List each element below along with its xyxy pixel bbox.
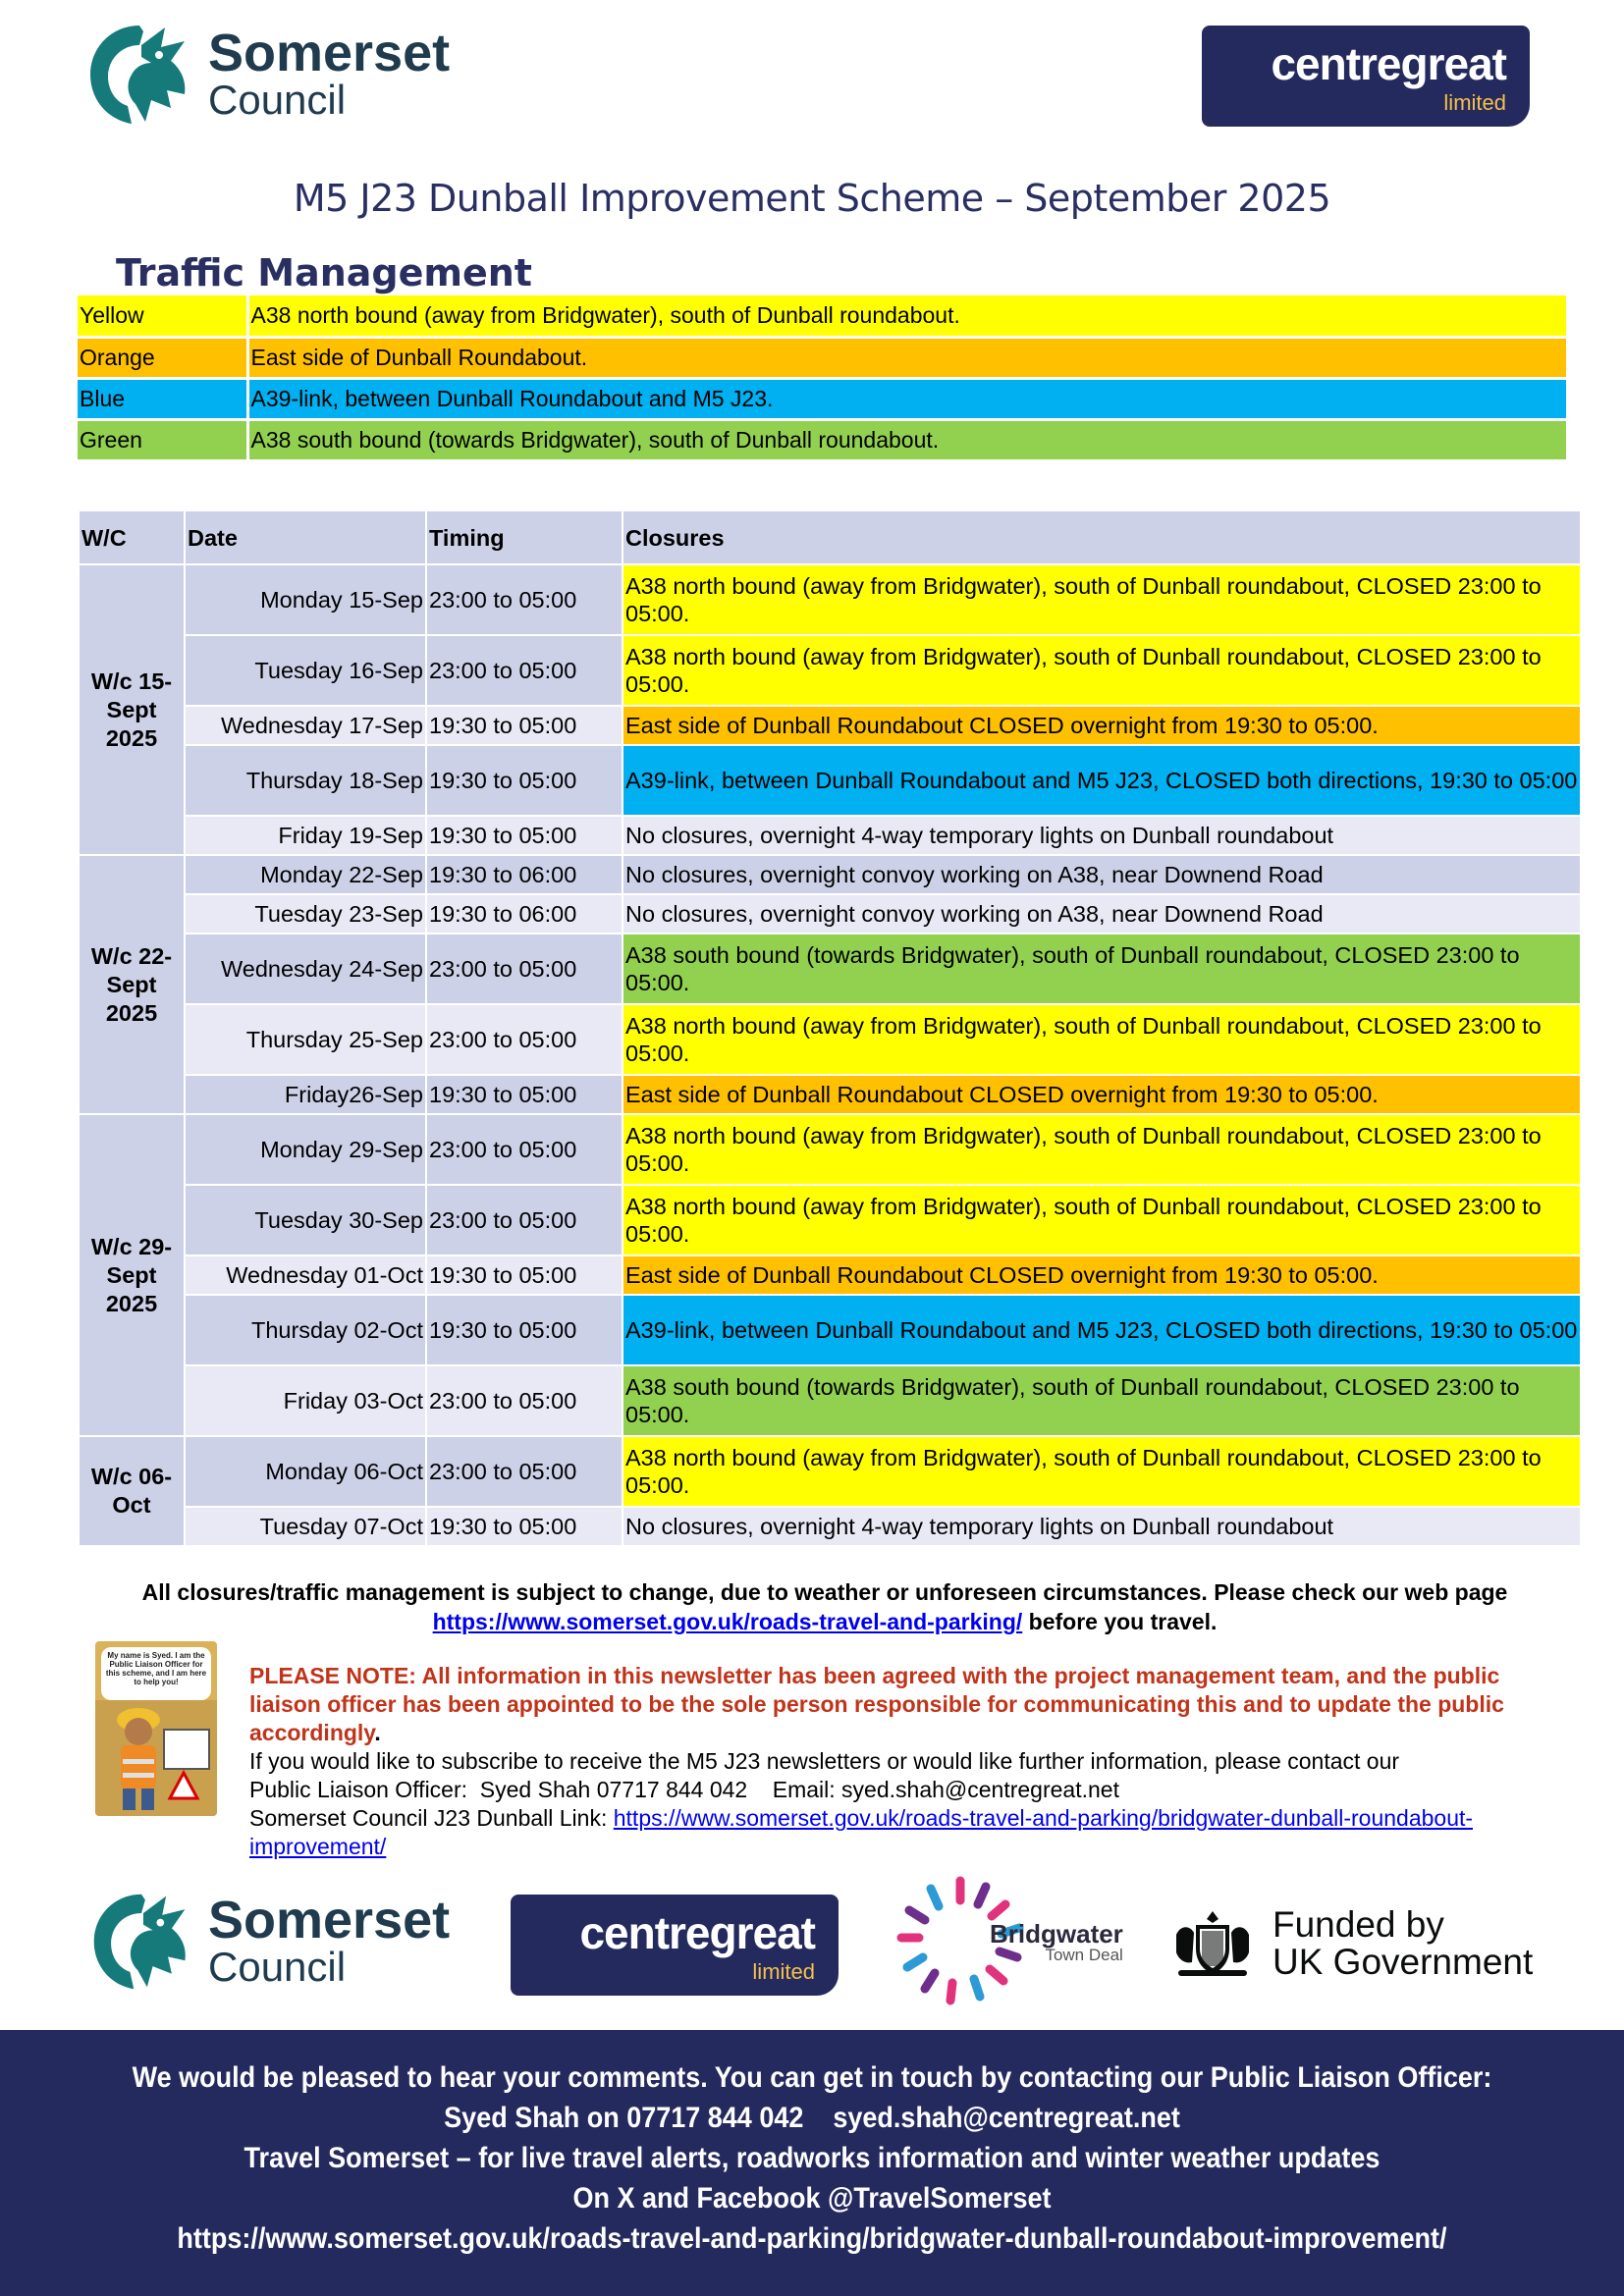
row-date: Wednesday 17-Sep bbox=[185, 706, 426, 745]
legend-row bbox=[78, 419, 1566, 460]
centregreat-name: centregreat bbox=[579, 1907, 815, 1958]
row-timing: 19:30 to 06:00 bbox=[426, 855, 623, 894]
contact-banner bbox=[0, 2030, 1624, 2296]
row-timing: 23:00 to 05:00 bbox=[426, 1004, 623, 1075]
notice-text-end: before you travel. bbox=[1022, 1609, 1218, 1634]
table-row bbox=[79, 1114, 1581, 1185]
banner-line-social: On X and Facebook @TravelSomerset bbox=[572, 2182, 1052, 2215]
table-row bbox=[79, 1436, 1581, 1507]
row-date: Tuesday 30-Sep bbox=[185, 1185, 426, 1255]
closures-schedule-table bbox=[78, 509, 1582, 1547]
liaison-officer-card bbox=[95, 1641, 217, 1816]
row-date: Friday26-Sep bbox=[185, 1075, 426, 1114]
council-label: Council bbox=[208, 1944, 347, 1990]
row-timing: 23:00 to 05:00 bbox=[426, 934, 623, 1004]
row-closure: A39-link, between Dunball Roundabout and M5 J23, CLOSED both directions, 19:30 to 05:00 bbox=[623, 1295, 1581, 1365]
council-wordmark bbox=[208, 24, 451, 123]
banner-line-comments: We would be pleased to hear your comments. You can get in touch by contacting our Public Liaison Officer: bbox=[132, 2061, 1492, 2094]
roads-travel-link[interactable]: https://www.somerset.gov.uk/roads-travel-and-parking/ bbox=[432, 1609, 1023, 1634]
week-commencing-cell: W/c 06-Oct bbox=[79, 1436, 185, 1546]
council-label: Council bbox=[208, 77, 347, 123]
row-timing: 23:00 to 05:00 bbox=[426, 635, 623, 706]
banner-line-url: https://www.somerset.gov.uk/roads-travel-and-parking/bridgwater-dunball-roundabout-improvement/ bbox=[177, 2222, 1447, 2255]
table-row bbox=[79, 745, 1581, 816]
table-row bbox=[79, 1295, 1581, 1365]
table-row bbox=[79, 816, 1581, 855]
legend-color-name: Orange bbox=[78, 337, 247, 378]
table-row bbox=[79, 564, 1581, 635]
row-closure: A38 north bound (away from Bridgwater), south of Dunball roundabout, CLOSED 23:00 to 05:00. bbox=[623, 1436, 1581, 1507]
row-closure: A39-link, between Dunball Roundabout and M5 J23, CLOSED both directions, 19:30 to 05:00 bbox=[623, 745, 1581, 816]
table-row bbox=[79, 855, 1581, 894]
legend-row bbox=[78, 378, 1566, 419]
row-date: Tuesday 16-Sep bbox=[185, 635, 426, 706]
government-wordmark bbox=[1272, 1906, 1533, 1981]
table-row bbox=[79, 894, 1581, 934]
legend-row bbox=[78, 295, 1566, 337]
legend-description: A38 north bound (away from Bridgwater), south of Dunball roundabout. bbox=[247, 295, 1566, 337]
row-timing: 19:30 to 05:00 bbox=[426, 706, 623, 745]
uk-government-funding-logo bbox=[1170, 1906, 1533, 1981]
row-closure: No closures, overnight convoy working on A38, near Downend Road bbox=[623, 894, 1581, 934]
bridgwater-sub: Town Deal bbox=[1045, 1945, 1123, 1964]
row-closure: A38 south bound (towards Bridgwater), south of Dunball roundabout, CLOSED 23:00 to 05:00. bbox=[623, 1365, 1581, 1436]
row-closure: A38 north bound (away from Bridgwater), south of Dunball roundabout, CLOSED 23:00 to 05:00. bbox=[623, 564, 1581, 635]
row-timing: 23:00 to 05:00 bbox=[426, 564, 623, 635]
table-row bbox=[79, 1004, 1581, 1075]
royal-coat-of-arms-icon bbox=[1170, 1907, 1255, 1980]
row-date: Friday 03-Oct bbox=[185, 1365, 426, 1436]
table-row bbox=[79, 1365, 1581, 1436]
please-note-text: PLEASE NOTE: All information in this newsletter has been agreed with the project management team, and the public liaison officer has been appointed to be the sole person responsible for communicating this and to update the public accordingly bbox=[249, 1663, 1504, 1745]
dunball-link[interactable]: https://www.somerset.gov.uk/roads-travel-and-parking/bridgwater-dunball-roundabout-improvement/ bbox=[249, 1805, 1474, 1859]
row-timing: 19:30 to 05:00 bbox=[426, 1255, 623, 1295]
row-closure: No closures, overnight 4-way temporary lights on Dunball roundabout bbox=[623, 1507, 1581, 1546]
legend-row bbox=[78, 337, 1566, 378]
row-closure: A38 north bound (away from Bridgwater), south of Dunball roundabout, CLOSED 23:00 to 05:00. bbox=[623, 1185, 1581, 1255]
row-date: Thursday 18-Sep bbox=[185, 745, 426, 816]
centregreat-suffix: limited bbox=[752, 1959, 815, 1984]
bridgwater-town-deal-logo bbox=[893, 1875, 1123, 2008]
row-closure: No closures, overnight convoy working on A38, near Downend Road bbox=[623, 855, 1581, 894]
header-date: Date bbox=[185, 510, 426, 564]
please-note-period: . bbox=[374, 1720, 381, 1745]
week-commencing-cell: W/c 29-Sept 2025 bbox=[79, 1114, 185, 1436]
dragon-icon bbox=[86, 1889, 196, 1993]
table-row bbox=[79, 1075, 1581, 1114]
please-note bbox=[249, 1662, 1565, 1747]
speech-bubble: My name is Syed. I am the Public Liaison Officer for this scheme, and I am here to help you! bbox=[101, 1647, 211, 1700]
row-closure: A38 north bound (away from Bridgwater), south of Dunball roundabout, CLOSED 23:00 to 05:00. bbox=[623, 635, 1581, 706]
table-row bbox=[79, 1507, 1581, 1546]
centregreat-name: centregreat bbox=[1271, 38, 1506, 89]
week-commencing-cell: W/c 15-Sept 2025 bbox=[79, 564, 185, 855]
banner-line-contact: Syed Shah on 07717 844 042 syed.shah@centregreat.net bbox=[444, 2102, 1180, 2134]
row-date: Monday 06-Oct bbox=[185, 1436, 426, 1507]
change-notice bbox=[98, 1577, 1551, 1636]
row-closure: A38 north bound (away from Bridgwater), south of Dunball roundabout, CLOSED 23:00 to 05:00. bbox=[623, 1004, 1581, 1075]
legend-color-name: Blue bbox=[78, 378, 247, 419]
bridgwater-wordmark bbox=[990, 1918, 1123, 1964]
row-closure: A38 north bound (away from Bridgwater), south of Dunball roundabout, CLOSED 23:00 to 05:00. bbox=[623, 1114, 1581, 1185]
row-date: Wednesday 01-Oct bbox=[185, 1255, 426, 1295]
council-wordmark bbox=[208, 1891, 451, 1990]
legend-description: A39-link, between Dunball Roundabout and M5 J23. bbox=[247, 378, 1566, 419]
document-title: M5 J23 Dunball Improvement Scheme – September 2025 bbox=[293, 177, 1331, 220]
legend-description: A38 south bound (towards Bridgwater), south of Dunball roundabout. bbox=[247, 419, 1566, 460]
row-closure: East side of Dunball Roundabout CLOSED overnight from 19:30 to 05:00. bbox=[623, 706, 1581, 745]
legend-color-name: Yellow bbox=[78, 295, 247, 337]
dunball-link-label: Somerset Council J23 Dunball Link: bbox=[249, 1805, 614, 1831]
header-wc: W/C bbox=[79, 510, 185, 564]
row-timing: 23:00 to 05:00 bbox=[426, 1436, 623, 1507]
row-timing: 19:30 to 05:00 bbox=[426, 816, 623, 855]
bridgwater-name: Bridgwater bbox=[990, 1918, 1123, 1949]
table-row bbox=[79, 635, 1581, 706]
row-timing: 19:30 to 06:00 bbox=[426, 894, 623, 934]
row-timing: 19:30 to 05:00 bbox=[426, 745, 623, 816]
row-date: Tuesday 23-Sep bbox=[185, 894, 426, 934]
row-closure: No closures, overnight 4-way temporary lights on Dunball roundabout bbox=[623, 816, 1581, 855]
footer-centregreat-logo bbox=[511, 1895, 839, 1996]
table-row bbox=[79, 706, 1581, 745]
liaison-contact-text: Public Liaison Officer: Syed Shah 07717 844 042 Email: syed.shah@centregreat.net bbox=[249, 1777, 1119, 1802]
centregreat-logo bbox=[1202, 26, 1530, 127]
row-date: Friday 19-Sep bbox=[185, 816, 426, 855]
liaison-officer-illustration-icon bbox=[95, 1700, 217, 1816]
footer-somerset-council-logo bbox=[86, 1889, 450, 1993]
uk-government-text: UK Government bbox=[1272, 1942, 1534, 1982]
row-timing: 23:00 to 05:00 bbox=[426, 1185, 623, 1255]
row-timing: 19:30 to 05:00 bbox=[426, 1295, 623, 1365]
funded-by-text: Funded by bbox=[1272, 1904, 1444, 1945]
header-timing: Timing bbox=[426, 510, 623, 564]
row-closure: A38 south bound (towards Bridgwater), south of Dunball roundabout, CLOSED 23:00 to 05:00. bbox=[623, 934, 1581, 1004]
row-date: Monday 15-Sep bbox=[185, 564, 426, 635]
header-closures: Closures bbox=[623, 510, 1581, 564]
row-date: Tuesday 07-Oct bbox=[185, 1507, 426, 1546]
table-row bbox=[79, 934, 1581, 1004]
row-timing: 23:00 to 05:00 bbox=[426, 1365, 623, 1436]
traffic-management-legend bbox=[78, 295, 1566, 462]
traffic-management-heading: Traffic Management bbox=[116, 251, 532, 294]
row-timing: 23:00 to 05:00 bbox=[426, 1114, 623, 1185]
table-row bbox=[79, 1185, 1581, 1255]
row-timing: 19:30 to 05:00 bbox=[426, 1075, 623, 1114]
week-commencing-cell: W/c 22-Sept 2025 bbox=[79, 855, 185, 1114]
notice-text: All closures/traffic management is subject to change, due to weather or unforeseen circumstances. Please check our web page bbox=[141, 1579, 1508, 1605]
council-name: Somerset bbox=[208, 1891, 451, 1949]
banner-line-travel-somerset: Travel Somerset – for live travel alerts, roadworks information and winter weather updates bbox=[244, 2142, 1380, 2174]
row-closure: East side of Dunball Roundabout CLOSED overnight from 19:30 to 05:00. bbox=[623, 1075, 1581, 1114]
subscribe-text: If you would like to subscribe to receive the M5 J23 newsletters or would like further information, please contact our bbox=[249, 1748, 1400, 1774]
row-timing: 19:30 to 05:00 bbox=[426, 1507, 623, 1546]
table-header-row bbox=[79, 510, 1581, 564]
somerset-council-logo bbox=[82, 22, 450, 126]
legend-description: East side of Dunball Roundabout. bbox=[247, 337, 1566, 378]
dragon-icon bbox=[82, 22, 196, 126]
centregreat-suffix: limited bbox=[1443, 90, 1506, 115]
council-name: Somerset bbox=[208, 24, 451, 82]
row-date: Thursday 25-Sep bbox=[185, 1004, 426, 1075]
legend-color-name: Green bbox=[78, 419, 247, 460]
row-date: Monday 22-Sep bbox=[185, 855, 426, 894]
row-date: Wednesday 24-Sep bbox=[185, 934, 426, 1004]
contact-info bbox=[249, 1747, 1565, 1861]
row-date: Monday 29-Sep bbox=[185, 1114, 426, 1185]
table-row bbox=[79, 1255, 1581, 1295]
row-closure: East side of Dunball Roundabout CLOSED overnight from 19:30 to 05:00. bbox=[623, 1255, 1581, 1295]
row-date: Thursday 02-Oct bbox=[185, 1295, 426, 1365]
